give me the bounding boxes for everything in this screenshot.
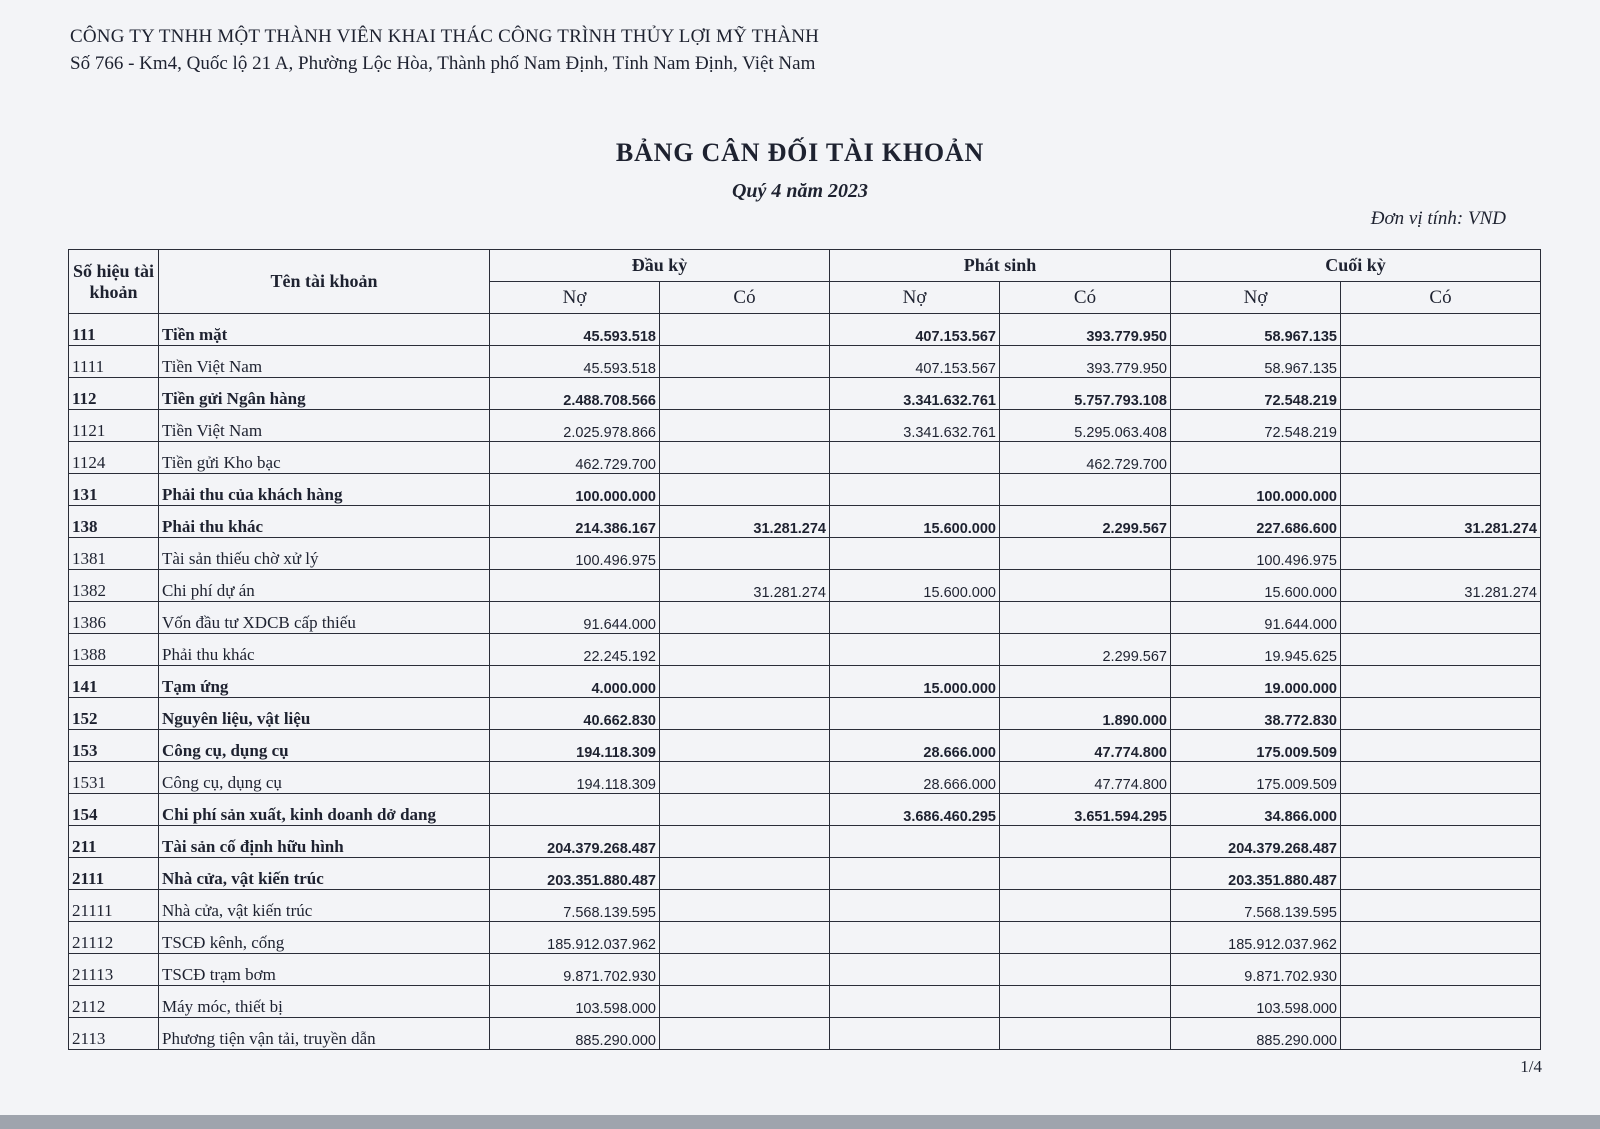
closing-debit: 15.600.000 [1171, 570, 1341, 602]
account-name: Tạm ứng [159, 666, 490, 698]
closing-credit [1341, 634, 1541, 666]
report-period: Quý 4 năm 2023 [731, 180, 869, 202]
opening-debit: 2.025.978.866 [490, 410, 660, 442]
account-code: 2112 [69, 986, 159, 1018]
movement-credit [1000, 986, 1171, 1018]
opening-debit: 40.662.830 [490, 698, 660, 730]
movement-debit: 3.341.632.761 [830, 378, 1000, 410]
movement-credit: 2.299.567 [1000, 634, 1171, 666]
movement-debit: 15.000.000 [830, 666, 1000, 698]
table-row [69, 826, 1541, 858]
movement-credit: 393.779.950 [1000, 346, 1171, 378]
account-name: Nhà cửa, vật kiến trúc [159, 858, 490, 890]
account-name: Phương tiện vận tải, truyền dẫn [159, 1018, 490, 1050]
opening-credit: 31.281.274 [660, 506, 830, 538]
header-closing: Cuối kỳ [1171, 250, 1541, 282]
closing-credit [1341, 602, 1541, 634]
table-row [69, 890, 1541, 922]
opening-credit [660, 666, 830, 698]
movement-debit [830, 986, 1000, 1018]
account-name: Chi phí sản xuất, kinh doanh dở dang [159, 794, 490, 826]
page-number: 1/4 [1520, 1057, 1542, 1076]
closing-debit: 72.548.219 [1171, 410, 1341, 442]
closing-credit: 31.281.274 [1341, 570, 1541, 602]
closing-debit: 19.945.625 [1171, 634, 1341, 666]
movement-credit [1000, 954, 1171, 986]
movement-credit [1000, 1018, 1171, 1050]
account-code: 1388 [69, 634, 159, 666]
account-code: 1382 [69, 570, 159, 602]
table-row [69, 666, 1541, 698]
header-account-name: Tên tài khoản [159, 250, 490, 314]
account-name: Vốn đầu tư XDCB cấp thiếu [159, 602, 490, 634]
movement-credit: 462.729.700 [1000, 442, 1171, 474]
company-address: Số 766 - Km4, Quốc lộ 21 A, Phường Lộc Hòa, Thành phố Nam Định, Tỉnh Nam Định, Việt Nam [70, 53, 816, 74]
movement-credit [1000, 570, 1171, 602]
movement-credit [1000, 922, 1171, 954]
opening-debit: 214.386.167 [490, 506, 660, 538]
closing-credit [1341, 378, 1541, 410]
closing-debit: 103.598.000 [1171, 986, 1341, 1018]
closing-credit [1341, 698, 1541, 730]
table-row [69, 602, 1541, 634]
opening-credit [660, 794, 830, 826]
table-row [69, 794, 1541, 826]
table-row [69, 730, 1541, 762]
account-code: 112 [69, 378, 159, 410]
account-code: 152 [69, 698, 159, 730]
table-row [69, 442, 1541, 474]
account-name: Tiền gửi Kho bạc [159, 442, 490, 474]
opening-debit [490, 570, 660, 602]
movement-debit [830, 602, 1000, 634]
movement-debit: 15.600.000 [830, 506, 1000, 538]
opening-credit [660, 954, 830, 986]
closing-credit [1341, 1018, 1541, 1050]
movement-credit: 47.774.800 [1000, 762, 1171, 794]
report-title: BẢNG CÂN ĐỐI TÀI KHOẢN [615, 138, 985, 167]
movement-debit [830, 634, 1000, 666]
closing-credit [1341, 314, 1541, 346]
closing-credit [1341, 826, 1541, 858]
movement-credit [1000, 602, 1171, 634]
opening-debit: 885.290.000 [490, 1018, 660, 1050]
account-code: 1531 [69, 762, 159, 794]
header-closing-debit: Nợ [1171, 282, 1341, 314]
account-name: Máy móc, thiết bị [159, 986, 490, 1018]
movement-credit: 47.774.800 [1000, 730, 1171, 762]
closing-debit: 185.912.037.962 [1171, 922, 1341, 954]
table-row [69, 570, 1541, 602]
table-row [69, 1018, 1541, 1050]
account-code: 1124 [69, 442, 159, 474]
closing-debit: 58.967.135 [1171, 346, 1341, 378]
account-code: 2111 [69, 858, 159, 890]
account-name: Nguyên liệu, vật liệu [159, 698, 490, 730]
opening-debit: 4.000.000 [490, 666, 660, 698]
opening-debit: 103.598.000 [490, 986, 660, 1018]
opening-credit: 31.281.274 [660, 570, 830, 602]
opening-credit [660, 378, 830, 410]
closing-debit: 38.772.830 [1171, 698, 1341, 730]
closing-credit [1341, 986, 1541, 1018]
account-name: Tiền Việt Nam [159, 410, 490, 442]
movement-debit: 15.600.000 [830, 570, 1000, 602]
account-name: Phải thu của khách hàng [159, 474, 490, 506]
closing-credit [1341, 474, 1541, 506]
closing-debit: 227.686.600 [1171, 506, 1341, 538]
closing-debit: 72.548.219 [1171, 378, 1341, 410]
movement-debit: 3.341.632.761 [830, 410, 1000, 442]
account-code: 1381 [69, 538, 159, 570]
scan-edge [0, 1115, 1600, 1129]
account-name: Chi phí dự án [159, 570, 490, 602]
opening-debit: 9.871.702.930 [490, 954, 660, 986]
movement-debit [830, 826, 1000, 858]
table-row [69, 986, 1541, 1018]
account-code: 2113 [69, 1018, 159, 1050]
closing-credit: 31.281.274 [1341, 506, 1541, 538]
opening-debit: 7.568.139.595 [490, 890, 660, 922]
movement-debit [830, 858, 1000, 890]
movement-credit: 2.299.567 [1000, 506, 1171, 538]
movement-debit: 407.153.567 [830, 346, 1000, 378]
table-row [69, 858, 1541, 890]
header-closing-credit: Có [1341, 282, 1541, 314]
account-code: 21111 [69, 890, 159, 922]
movement-debit [830, 474, 1000, 506]
movement-credit: 5.757.793.108 [1000, 378, 1171, 410]
closing-credit [1341, 442, 1541, 474]
header-opening-credit: Có [660, 282, 830, 314]
movement-credit: 393.779.950 [1000, 314, 1171, 346]
closing-debit: 885.290.000 [1171, 1018, 1341, 1050]
account-code: 138 [69, 506, 159, 538]
closing-credit [1341, 538, 1541, 570]
movement-debit [830, 698, 1000, 730]
movement-credit [1000, 538, 1171, 570]
opening-credit [660, 314, 830, 346]
table-row [69, 506, 1541, 538]
closing-credit [1341, 762, 1541, 794]
opening-debit: 22.245.192 [490, 634, 660, 666]
header-movement-debit: Nợ [830, 282, 1000, 314]
movement-debit [830, 922, 1000, 954]
closing-debit: 203.351.880.487 [1171, 858, 1341, 890]
closing-debit: 100.000.000 [1171, 474, 1341, 506]
closing-debit: 9.871.702.930 [1171, 954, 1341, 986]
closing-credit [1341, 922, 1541, 954]
closing-credit [1341, 346, 1541, 378]
account-name: Tiền gửi Ngân hàng [159, 378, 490, 410]
table-row [69, 346, 1541, 378]
closing-credit [1341, 954, 1541, 986]
opening-credit [660, 698, 830, 730]
opening-debit: 100.000.000 [490, 474, 660, 506]
opening-debit: 45.593.518 [490, 346, 660, 378]
opening-debit: 91.644.000 [490, 602, 660, 634]
account-name: TSCĐ trạm bơm [159, 954, 490, 986]
closing-credit [1341, 890, 1541, 922]
closing-debit: 204.379.268.487 [1171, 826, 1341, 858]
opening-credit [660, 858, 830, 890]
company-name: CÔNG TY TNHH MỘT THÀNH VIÊN KHAI THÁC CÔNG TRÌNH THỦY LỢI MỸ THÀNH [70, 26, 820, 47]
movement-credit [1000, 890, 1171, 922]
closing-debit: 91.644.000 [1171, 602, 1341, 634]
opening-debit: 2.488.708.566 [490, 378, 660, 410]
account-name: Phải thu khác [159, 634, 490, 666]
opening-debit: 204.379.268.487 [490, 826, 660, 858]
opening-credit [660, 634, 830, 666]
trial-balance-table [68, 249, 1541, 1050]
closing-debit: 175.009.509 [1171, 762, 1341, 794]
opening-credit [660, 410, 830, 442]
account-code: 211 [69, 826, 159, 858]
account-name: Tài sản thiếu chờ xử lý [159, 538, 490, 570]
closing-debit [1171, 442, 1341, 474]
movement-credit [1000, 666, 1171, 698]
closing-debit: 34.866.000 [1171, 794, 1341, 826]
opening-credit [660, 474, 830, 506]
table-row [69, 954, 1541, 986]
account-name: Tài sản cố định hữu hình [159, 826, 490, 858]
account-code: 141 [69, 666, 159, 698]
closing-debit: 19.000.000 [1171, 666, 1341, 698]
movement-credit [1000, 858, 1171, 890]
closing-debit: 175.009.509 [1171, 730, 1341, 762]
opening-credit [660, 346, 830, 378]
account-name: TSCĐ kênh, cống [159, 922, 490, 954]
account-code: 111 [69, 314, 159, 346]
account-code: 153 [69, 730, 159, 762]
account-code: 131 [69, 474, 159, 506]
movement-debit [830, 538, 1000, 570]
opening-credit [660, 826, 830, 858]
opening-debit: 203.351.880.487 [490, 858, 660, 890]
opening-debit: 100.496.975 [490, 538, 660, 570]
movement-credit: 5.295.063.408 [1000, 410, 1171, 442]
movement-credit [1000, 474, 1171, 506]
closing-credit [1341, 858, 1541, 890]
opening-credit [660, 602, 830, 634]
table-row [69, 698, 1541, 730]
movement-credit [1000, 826, 1171, 858]
closing-debit: 7.568.139.595 [1171, 890, 1341, 922]
movement-credit: 1.890.000 [1000, 698, 1171, 730]
movement-debit [830, 890, 1000, 922]
opening-debit: 45.593.518 [490, 314, 660, 346]
account-code: 1111 [69, 346, 159, 378]
table-row [69, 538, 1541, 570]
header-movement-credit: Có [1000, 282, 1171, 314]
account-name: Công cụ, dụng cụ [159, 730, 490, 762]
account-code: 21112 [69, 922, 159, 954]
table-row [69, 474, 1541, 506]
opening-debit: 462.729.700 [490, 442, 660, 474]
account-name: Tiền mặt [159, 314, 490, 346]
movement-credit: 3.651.594.295 [1000, 794, 1171, 826]
opening-credit [660, 538, 830, 570]
table-row [69, 922, 1541, 954]
opening-credit [660, 890, 830, 922]
header-account-code: Số hiệu tài khoản [69, 250, 159, 314]
opening-credit [660, 730, 830, 762]
table-row [69, 410, 1541, 442]
account-code: 21113 [69, 954, 159, 986]
opening-credit [660, 762, 830, 794]
table-row [69, 314, 1541, 346]
table-row [69, 634, 1541, 666]
table-body [69, 314, 1541, 1050]
account-name: Công cụ, dụng cụ [159, 762, 490, 794]
header-opening-debit: Nợ [490, 282, 660, 314]
opening-debit: 194.118.309 [490, 762, 660, 794]
opening-credit [660, 922, 830, 954]
movement-debit: 3.686.460.295 [830, 794, 1000, 826]
closing-debit: 58.967.135 [1171, 314, 1341, 346]
closing-credit [1341, 794, 1541, 826]
account-code: 1386 [69, 602, 159, 634]
header-opening: Đầu kỳ [490, 250, 830, 282]
account-name: Nhà cửa, vật kiến trúc [159, 890, 490, 922]
closing-debit: 100.496.975 [1171, 538, 1341, 570]
movement-debit: 28.666.000 [830, 762, 1000, 794]
opening-debit: 185.912.037.962 [490, 922, 660, 954]
movement-debit: 28.666.000 [830, 730, 1000, 762]
closing-credit [1341, 666, 1541, 698]
currency-unit: Đơn vị tính: VND [1370, 208, 1506, 229]
movement-debit [830, 954, 1000, 986]
opening-credit [660, 1018, 830, 1050]
opening-debit: 194.118.309 [490, 730, 660, 762]
movement-debit [830, 442, 1000, 474]
table-row [69, 378, 1541, 410]
account-code: 154 [69, 794, 159, 826]
header-movement: Phát sinh [830, 250, 1171, 282]
account-code: 1121 [69, 410, 159, 442]
opening-credit [660, 986, 830, 1018]
account-name: Phải thu khác [159, 506, 490, 538]
opening-credit [660, 442, 830, 474]
movement-debit: 407.153.567 [830, 314, 1000, 346]
closing-credit [1341, 410, 1541, 442]
opening-debit [490, 794, 660, 826]
account-name: Tiền Việt Nam [159, 346, 490, 378]
movement-debit [830, 1018, 1000, 1050]
closing-credit [1341, 730, 1541, 762]
table-row [69, 762, 1541, 794]
